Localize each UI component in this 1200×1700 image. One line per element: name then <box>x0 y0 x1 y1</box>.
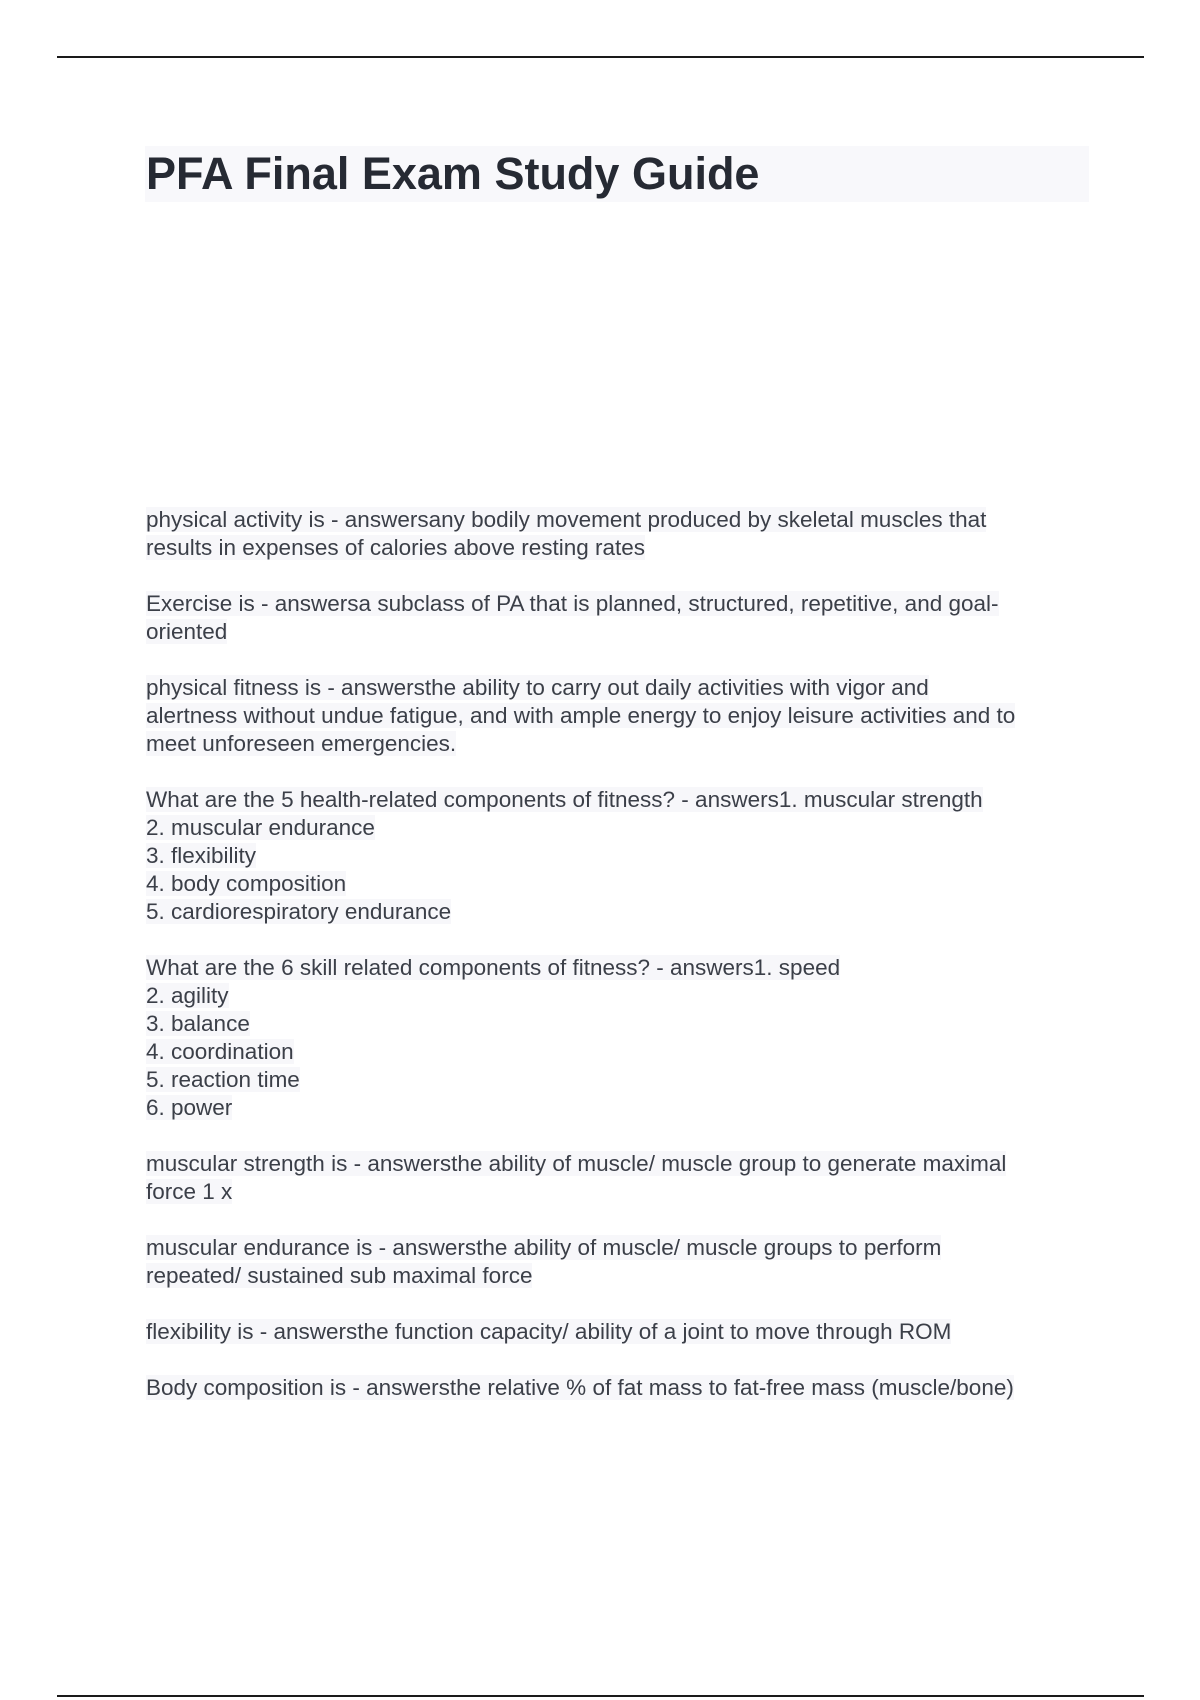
entry-line: 4. coordination <box>146 1039 294 1064</box>
entry-line: force 1 x <box>146 1179 233 1204</box>
entry-line: 5. reaction time <box>146 1067 300 1092</box>
entry-line: 6. power <box>146 1095 233 1120</box>
entry-line: 5. cardiorespiratory endurance <box>146 899 452 924</box>
entry-line: 3. flexibility <box>146 843 257 868</box>
qa-entry <box>146 1234 1096 1290</box>
qa-entry <box>146 1374 1096 1402</box>
entry-line: physical activity is - answersany bodily movement produced by skeletal muscles that <box>146 507 987 532</box>
qa-entry <box>146 590 1096 646</box>
top-divider <box>57 56 1144 58</box>
bottom-divider <box>57 1695 1144 1697</box>
qa-entry <box>146 674 1096 758</box>
qa-entry <box>146 786 1096 926</box>
entry-line: meet unforeseen emergencies. <box>146 731 457 756</box>
entry-line: Body composition is - answersthe relative % of fat mass to fat-free mass (muscle/bone) <box>146 1375 1014 1400</box>
entry-line: results in expenses of calories above resting rates <box>146 535 646 560</box>
entry-line: alertness without undue fatigue, and with ample energy to enjoy leisure activities and to <box>146 703 1016 728</box>
entry-line: muscular strength is - answersthe ability of muscle/ muscle group to generate maximal <box>146 1151 1007 1176</box>
entry-line: repeated/ sustained sub maximal force <box>146 1263 533 1288</box>
qa-entry <box>146 954 1096 1122</box>
qa-entry <box>146 506 1096 562</box>
page-title: PFA Final Exam Study Guide <box>146 148 760 199</box>
entry-line: What are the 5 health-related components of fitness? - answers1. muscular strength <box>146 787 983 812</box>
qa-entry <box>146 1150 1096 1206</box>
entry-line: 2. agility <box>146 983 229 1008</box>
qa-list <box>146 506 1096 1430</box>
entry-line: 2. muscular endurance <box>146 815 375 840</box>
entry-line: Exercise is - answersa subclass of PA that is planned, structured, repetitive, and goal- <box>146 591 999 616</box>
entry-line: 3. balance <box>146 1011 250 1036</box>
entry-line: What are the 6 skill related components of fitness? - answers1. speed <box>146 955 841 980</box>
entry-line: physical fitness is - answersthe ability to carry out daily activities with vigor and <box>146 675 929 700</box>
entry-line: 4. body composition <box>146 871 347 896</box>
entry-line: muscular endurance is - answersthe ability of muscle/ muscle groups to perform <box>146 1235 942 1260</box>
entry-line: oriented <box>146 619 228 644</box>
entry-line: flexibility is - answersthe function capacity/ ability of a joint to move through ROM <box>146 1319 952 1344</box>
qa-entry <box>146 1318 1096 1346</box>
